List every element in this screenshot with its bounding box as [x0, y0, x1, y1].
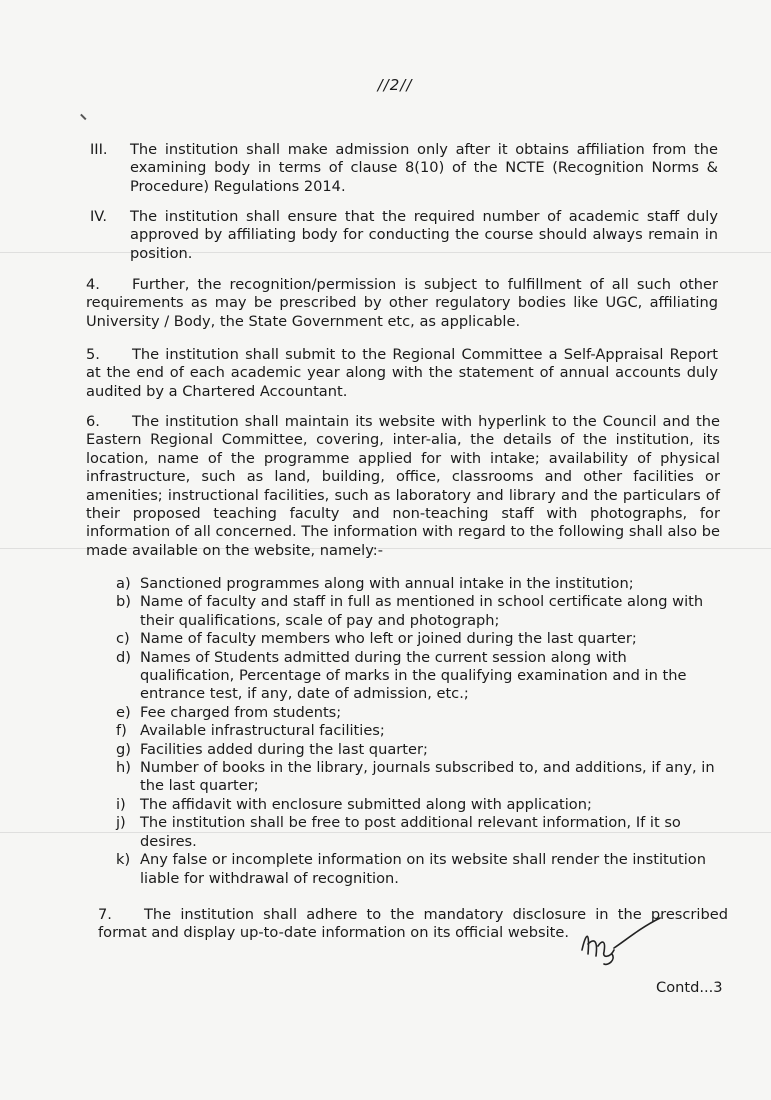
paragraph-number: 4.	[86, 276, 100, 293]
paragraph-6	[86, 413, 720, 560]
list-marker: g)	[116, 740, 131, 758]
list-marker: d)	[116, 648, 131, 666]
clause-text: The institution shall make admission only after it obtains affiliation from the examining body in terms of clause 8(10) of the NCTE (Recognition Norms & Procedure) Regulations 2014.	[130, 141, 718, 195]
list-marker: b)	[116, 593, 131, 611]
paragraph-text: The institution shall adhere to the mandatory disclosure in the prescribed format and display up-to-date information on its official website.	[98, 906, 728, 942]
paragraph-text: The institution shall maintain its website with hyperlink to the Council and the Eastern Regional Committee, covering, inter-alia, the details of the institution, its location, name of the programme applied for with intake; availability of physical infrastructure, such as land, building, office, classrooms and other facilities or amenities; instructional facilities, such as laboratory and library and the particulars of their proposed teaching faculty and non-teaching staff with photographs, for information of all concerned. The information with regard to the following shall also be made available on the website, namely:-	[86, 413, 720, 559]
list-item-text: The affidavit with enclosure submitted along with application;	[140, 795, 592, 813]
list-item	[116, 649, 716, 704]
list-item	[116, 722, 716, 740]
list-item-text: Number of books in the library, journals subscribed to, and additions, if any, in the last quarter;	[140, 759, 715, 795]
list-item-text: Available infrastructural facilities;	[140, 722, 385, 740]
list-marker: c)	[116, 630, 130, 648]
clause-numeral: IV.	[90, 208, 108, 225]
list-item	[116, 593, 716, 630]
continued-marker: Contd...3	[656, 979, 723, 996]
list-marker: k)	[116, 851, 131, 869]
list-item-text: Name of faculty and staff in full as mentioned in school certificate along with their qualifications, scale of pay and photograph;	[140, 593, 704, 629]
clause-text: The institution shall ensure that the required number of academic staff duly approved by affiliating body for conducting the course should always remain in position.	[130, 208, 718, 262]
list-item-text: Any false or incomplete information on its website shall render the institution liable for withdrawal of recognition.	[140, 851, 706, 887]
list-item-text: The institution shall be free to post additional relevant information, If it so desires.	[140, 814, 681, 850]
paragraph-number: 7.	[98, 906, 112, 923]
website-disclosure-list	[116, 575, 716, 888]
paragraph-number: 6.	[86, 413, 100, 430]
list-item	[116, 796, 716, 814]
list-item-text: Names of Students admitted during the current session along with qualification, Percentage of marks in the qualifying examination and in the entrance test, if any, date of admission, etc.;	[140, 648, 687, 703]
stray-pen-mark	[80, 114, 86, 120]
paragraph-number: 5.	[86, 346, 100, 363]
list-item-text: Fee charged from students;	[140, 703, 342, 721]
list-item	[116, 704, 716, 722]
list-item-text: Name of faculty members who left or joined during the last quarter;	[140, 630, 637, 648]
page-number: //2//	[377, 76, 413, 94]
clause-numeral: III.	[90, 141, 108, 158]
list-item	[116, 814, 716, 851]
list-marker: j)	[116, 814, 126, 832]
list-item	[116, 851, 716, 888]
list-marker: h)	[116, 759, 131, 777]
paragraph-text: The institution shall submit to the Regional Committee a Self-Appraisal Report at the end of each academic year along with the statement of annual accounts duly audited by a Chartered Accountant.	[86, 346, 718, 400]
list-item	[116, 741, 716, 759]
list-marker: e)	[116, 703, 131, 721]
list-item	[116, 759, 716, 796]
list-marker: f)	[116, 722, 127, 740]
list-marker: i)	[116, 795, 126, 813]
paragraph-text: Further, the recognition/permission is subject to fulfillment of all such other requirements as may be prescribed by other regulatory bodies like UGC, affiliating University / Body, the State Government etc, as applicable.	[86, 276, 718, 330]
signature-mark	[568, 910, 668, 970]
list-item	[116, 630, 716, 648]
paragraph-5	[86, 346, 718, 401]
list-item	[116, 575, 716, 593]
list-item-text: Facilities added during the last quarter;	[140, 740, 428, 758]
paragraph-4	[86, 276, 718, 331]
list-item-text: Sanctioned programmes along with annual intake in the institution;	[140, 575, 634, 592]
list-marker: a)	[116, 575, 131, 592]
